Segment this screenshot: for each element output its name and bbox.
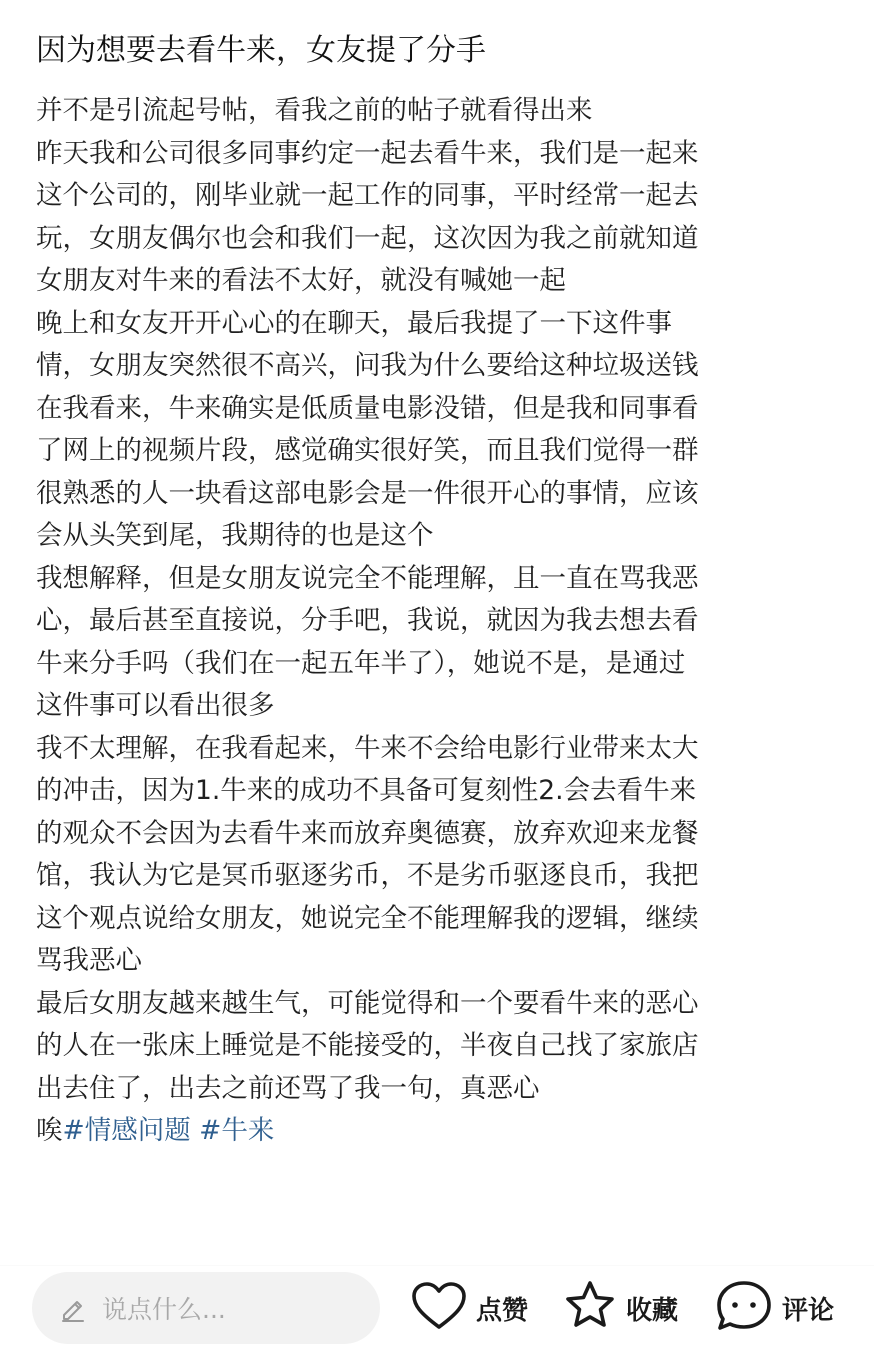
comment-button[interactable] [714, 1272, 834, 1344]
body-line: 的人在一张床上睡觉是不能接受的，半夜自己找了家旅店 [36, 1030, 699, 1061]
bottom-action-bar [0, 1266, 874, 1351]
comment-placeholder: 说点什么... [102, 1295, 226, 1324]
favorite-button[interactable] [562, 1272, 678, 1344]
body-line: 最后女朋友越来越生气，可能觉得和一个要看牛来的恶心 [36, 987, 699, 1019]
content-fade [0, 1242, 874, 1268]
body-line: 心，最后甚至直接说，分手吧，我说，就因为我去想去看 [36, 605, 699, 636]
tag-link-niulai[interactable]: #牛来 [199, 1115, 275, 1146]
body-line: 我不太理解，在我看起来，牛来不会给电影行业带来太大 [36, 732, 699, 764]
like-button[interactable] [410, 1272, 528, 1344]
body-line: 玩，女朋友偶尔也会和我们一起，这次因为我之前就知道 [36, 222, 699, 254]
body-line: 骂我恶心 [36, 945, 142, 976]
last-line-prefix: 唉 [36, 1115, 63, 1146]
pencil-icon [58, 1293, 88, 1323]
comment-input[interactable] [32, 1272, 380, 1344]
like-label: 点赞 [476, 1295, 529, 1326]
body-line: 这个观点说给女朋友，她说完全不能理解我的逻辑，继续 [36, 902, 699, 934]
body-line: 情，女朋友突然很不高兴，问我为什么要给这种垃圾送钱 [36, 350, 699, 381]
body-line: 昨天我和公司很多同事约定一起去看牛来，我们是一起来 [36, 137, 699, 169]
body-line: 我想解释，但是女朋友说完全不能理解，且一直在骂我恶 [36, 562, 699, 594]
body-line: 了网上的视频片段，感觉确实很好笑，而且我们觉得一群 [36, 435, 699, 466]
favorite-label: 收藏 [626, 1295, 679, 1326]
heart-outline-icon [410, 1281, 468, 1335]
body-line: 的冲击，因为1.牛来的成功不具备可复刻性2.会去看牛来 [36, 775, 697, 806]
star-outline-icon [562, 1279, 618, 1337]
body-line: 牛来分手吗（我们在一起五年半了），她说不是，是通过 [36, 647, 686, 679]
body-line: 馆，我认为它是冥币驱逐劣币，不是劣币驱逐良币，我把 [36, 860, 699, 891]
body-line: 很熟悉的人一块看这部电影会是一件很开心的事情，应该 [36, 477, 699, 509]
body-line: 出去住了，出去之前还骂了我一句，真恶心 [36, 1072, 540, 1104]
body-line: 在我看来，牛来确实是低质量电影没错，但是我和同事看 [36, 392, 699, 424]
comment-label: 评论 [782, 1295, 835, 1326]
body-line: 这件事可以看出很多 [36, 690, 275, 721]
body-line: 的观众不会因为去看牛来而放弃奥德赛，放弃欢迎来龙餐 [36, 817, 699, 849]
body-line: 女朋友对牛来的看法不太好，就没有喊她一起 [36, 265, 566, 296]
body-line: 晚上和女友开开心心的在聊天，最后我提了一下这件事 [36, 307, 672, 339]
tags-line [36, 1110, 856, 1153]
body-line: 并不是引流起号帖，看我之前的帖子就看得出来 [36, 95, 593, 126]
speech-bubble-icon [714, 1278, 774, 1338]
body-line: 这个公司的，刚毕业就一起工作的同事，平时经常一起去 [36, 180, 699, 211]
post-body [36, 90, 856, 1153]
body-line: 会从头笑到尾，我期待的也是这个 [36, 520, 434, 551]
tag-link-emotion[interactable]: #情感问题 [62, 1115, 191, 1146]
post-title: 因为想要去看牛来，女友提了分手 [36, 33, 486, 68]
